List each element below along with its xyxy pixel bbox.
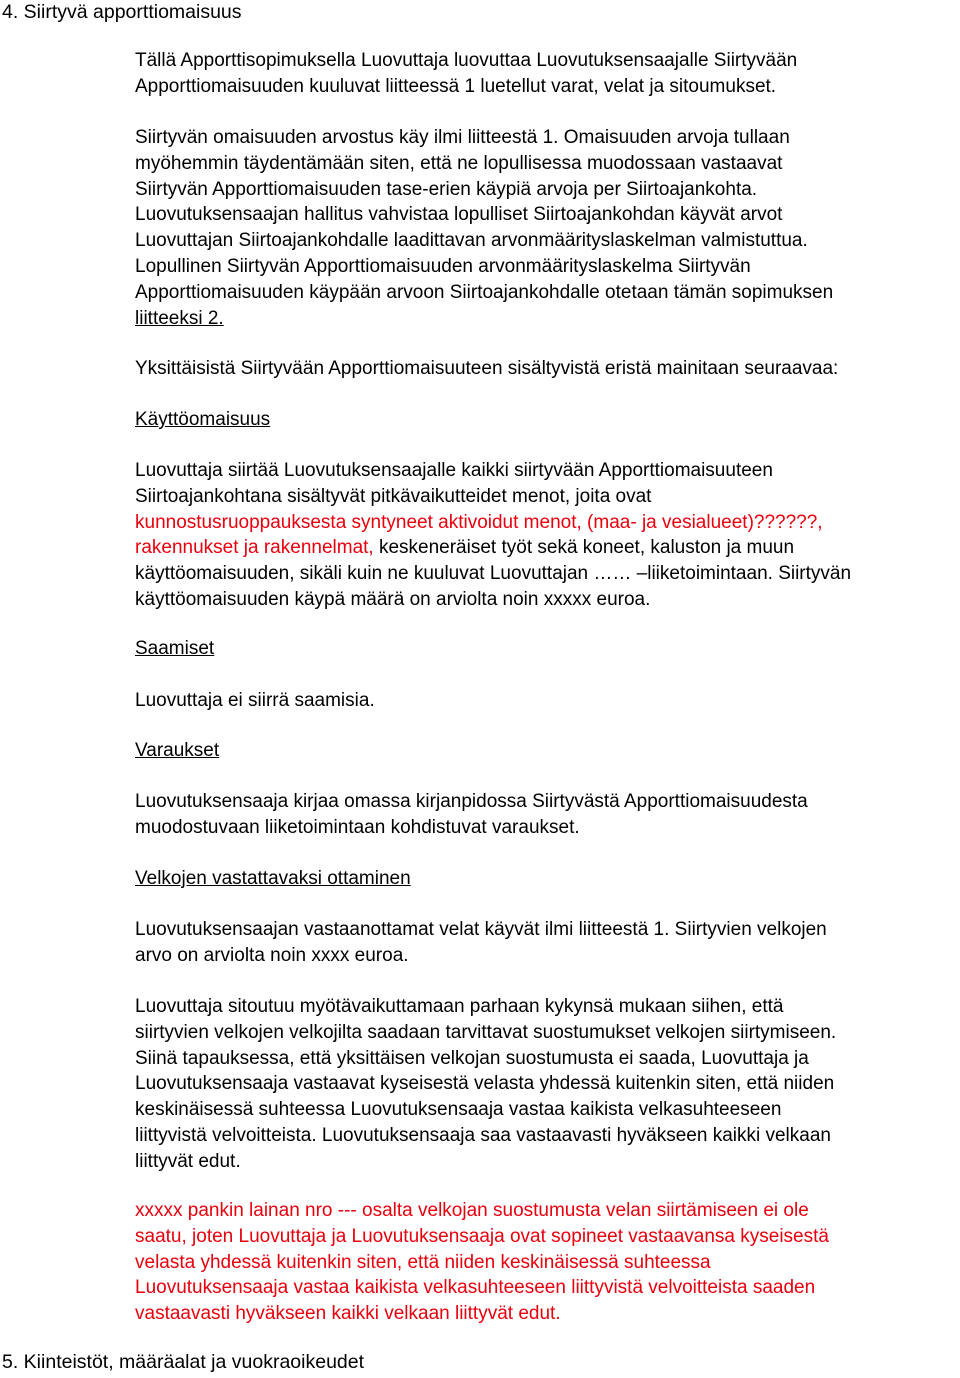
text-line: käyttöomaisuuden käypä määrä on arviolta noin xxxxx euroa. (135, 588, 651, 610)
text-line: liittyvistä velvoitteista. Luovutuksensaaja saa vastaavasti hyväkseen kaikki velkaan (135, 1124, 831, 1146)
section-5-heading: 5. Kiinteistöt, määräalat ja vuokraoikeudet (2, 1351, 365, 1373)
highlighted-text: kunnostusruoppauksesta syntyneet aktivoidut menot, (maa- ja vesialueet)??????, (135, 511, 823, 533)
text-line: Luovutuksensaajan hallitus vahvistaa lopulliset Siirtoajankohdan käyvät arvot (135, 204, 783, 226)
text-line: Luovuttaja sitoutuu myötävaikuttamaan parhaan kykynsä mukaan siihen, että (135, 996, 784, 1017)
highlighted-text: Luovutuksensaaja vastaa kaikista velkasuhteeseen liittyvistä velvoitteista saaden (135, 1277, 816, 1299)
text-line: Luovuttajan Siirtoajankohdalle laadittavan arvonmäärityslaskelman valmistuttua. (135, 230, 808, 252)
text-line: myöhemmin täydentämään siten, että ne lopullisessa muodossaan vastaavat (135, 152, 783, 174)
subheading-liabilities: Velkojen vastattavaksi ottaminen (135, 868, 411, 889)
text-line: muodostuvaan liiketoimintaan kohdistuvat varaukset. (135, 816, 580, 838)
text-line: Tällä Apporttisopimuksella Luovuttaja luovuttaa Luovutuksensaajalle Siirtyvään (135, 50, 798, 71)
text-line: Luovutuksensaaja vastaavat kyseisestä velasta yhdessä kuitenkin siten, että niiden (135, 1073, 835, 1095)
text-line: Siinä tapauksessa, että yksittäisen velkojan suostumusta ei saada, Luovuttaja ja (135, 1047, 809, 1069)
text-line: keskinäisessä suhteessa Luovutuksensaaja vastaa kaikista velkasuhteeseen (135, 1099, 782, 1121)
text-line: Siirtyvän omaisuuden arvostus käy ilmi liitteestä 1. Omaisuuden arvoja tullaan (135, 127, 790, 148)
paragraph-provisions (135, 789, 960, 841)
text-line: Siirtyvän Apporttiomaisuuden tase-erien käypiä arvoja per Siirtoajankohta. (135, 178, 758, 200)
paragraph-valuation (135, 125, 960, 331)
text-line: Siirtoajankohtana sisältyvät pitkävaikutteidet menot, joita ovat (135, 485, 652, 507)
highlighted-text: saatu, joten Luovuttaja ja Luovutuksensaaja ovat sopineet vastaavansa kyseisestä (135, 1225, 829, 1247)
paragraph-fixed-assets (135, 458, 960, 613)
text-line: käyttöomaisuuden, sikäli kuin ne kuuluvat Luovuttajan …… –liiketoimintaan. Siirtyvän (135, 563, 852, 585)
text-line: Apporttiomaisuuden käypään arvoon Siirtoajankohdalle otetaan tämän sopimuksen (135, 281, 834, 303)
paragraph-transfer-scope (135, 48, 960, 100)
highlighted-text: velasta yhdessä kuitenkin siten, että niiden keskinäisessä suhteessa (135, 1251, 711, 1273)
subheading-provisions: Varaukset (135, 740, 220, 761)
subheading-fixed-assets: Käyttöomaisuus (135, 409, 271, 430)
text-line: arvo on arviolta noin xxxx euroa. (135, 944, 409, 966)
highlighted-text: rakennukset ja rakennelmat, (135, 537, 374, 559)
text-line: Luovuttaja siirtää Luovutuksensaajalle kaikki siirtyvään Apporttiomaisuuteen (135, 460, 773, 481)
text-line: Luovutuksensaaja kirjaa omassa kirjanpidossa Siirtyvästä Apporttiomaisuudesta (135, 791, 808, 812)
subheading-receivables: Saamiset (135, 638, 215, 659)
text-line: Lopullinen Siirtyvän Apporttiomaisuuden arvonmäärityslaskelma Siirtyvän (135, 255, 751, 277)
highlighted-text: vastaavasti hyväkseen kaikki velkaan liittyvät edut. (135, 1303, 561, 1325)
text-line: liittyvät edut. (135, 1150, 241, 1172)
text-line: liitteeksi 2. (135, 307, 224, 329)
highlighted-text: xxxxx pankin lainan nro --- osalta velkojan suostumusta velan siirtämiseen ei ole (135, 1200, 809, 1221)
text-line: Apporttiomaisuuden kuuluvat liitteessä 1 luetellut varat, velat ja sitoumukset. (135, 75, 777, 97)
paragraph-creditor-consent (135, 994, 960, 1175)
section-4-heading: 4. Siirtyvä apporttiomaisuus (2, 1, 242, 23)
text-line: Luovutuksensaajan vastaanottamat velat käyvät ilmi liitteestä 1. Siirtyvien velkojen (135, 919, 827, 940)
text-line: siirtyvien velkojen velkojilta saadaan tarvittavat suostumukset velkojen siirtymiseen. (135, 1021, 837, 1043)
paragraph-receivables: Luovuttaja ei siirrä saamisia. (135, 690, 375, 711)
text-line: keskeneräiset työt sekä koneet, kaluston ja muun (373, 537, 795, 559)
paragraph-bank-loan-note (135, 1198, 960, 1327)
paragraph-liabilities-value (135, 917, 960, 969)
items-intro: Yksittäisistä Siirtyvään Apporttiomaisuuteen sisältyvistä eristä mainitaan seuraavaa: (135, 358, 839, 379)
